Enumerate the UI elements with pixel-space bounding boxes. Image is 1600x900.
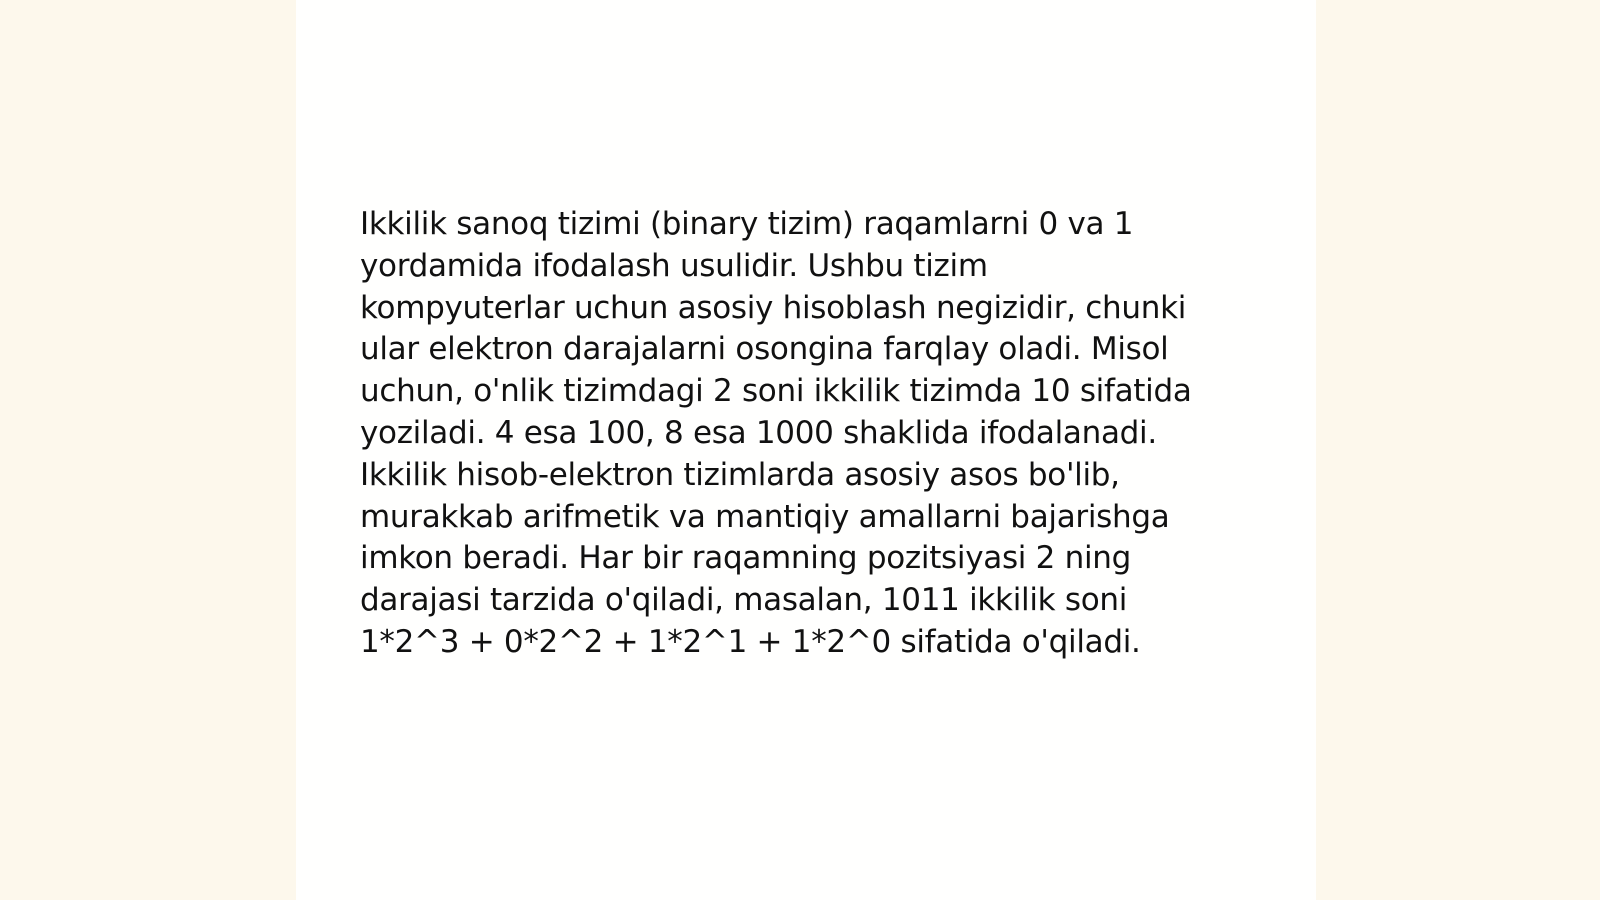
paragraph-line-7: Ikkilik hisob-elektron tizimlarda asosiy asos bo'lib,	[360, 456, 1120, 493]
paragraph-line-5: uchun, o'nlik tizimdagi 2 soni ikkilik tizimda 10 sifatida	[360, 373, 1192, 410]
paragraph-line-1: Ikkilik sanoq tizimi (binary tizim) raqamlarni 0 va 1	[360, 206, 1134, 242]
paragraph-line-6: yoziladi. 4 esa 100, 8 esa 1000 shaklida ifodalanadi.	[360, 414, 1157, 451]
paragraph-line-3: kompyuterlar uchun asosiy hisoblash negizidir, chunki	[360, 289, 1187, 326]
paragraph-line-11: 1*2^3 + 0*2^2 + 1*2^1 + 1*2^0 sifatida o'qiladi.	[360, 623, 1141, 660]
paragraph-line-8: murakkab arifmetik va mantiqiy amallarni bajarishga	[360, 498, 1170, 535]
paragraph-line-10: darajasi tarzida o'qiladi, masalan, 1011 ikkilik soni	[360, 582, 1128, 619]
paragraph-line-4: ular elektron darajalarni osongina farqlay oladi. Misol	[360, 331, 1169, 368]
paragraph-line-2: yordamida ifodalash usulidir. Ushbu tizim	[360, 247, 988, 284]
body-paragraph	[360, 204, 1260, 664]
paragraph-line-9: imkon beradi. Har bir raqamning pozitsiyasi 2 ning	[360, 540, 1132, 577]
